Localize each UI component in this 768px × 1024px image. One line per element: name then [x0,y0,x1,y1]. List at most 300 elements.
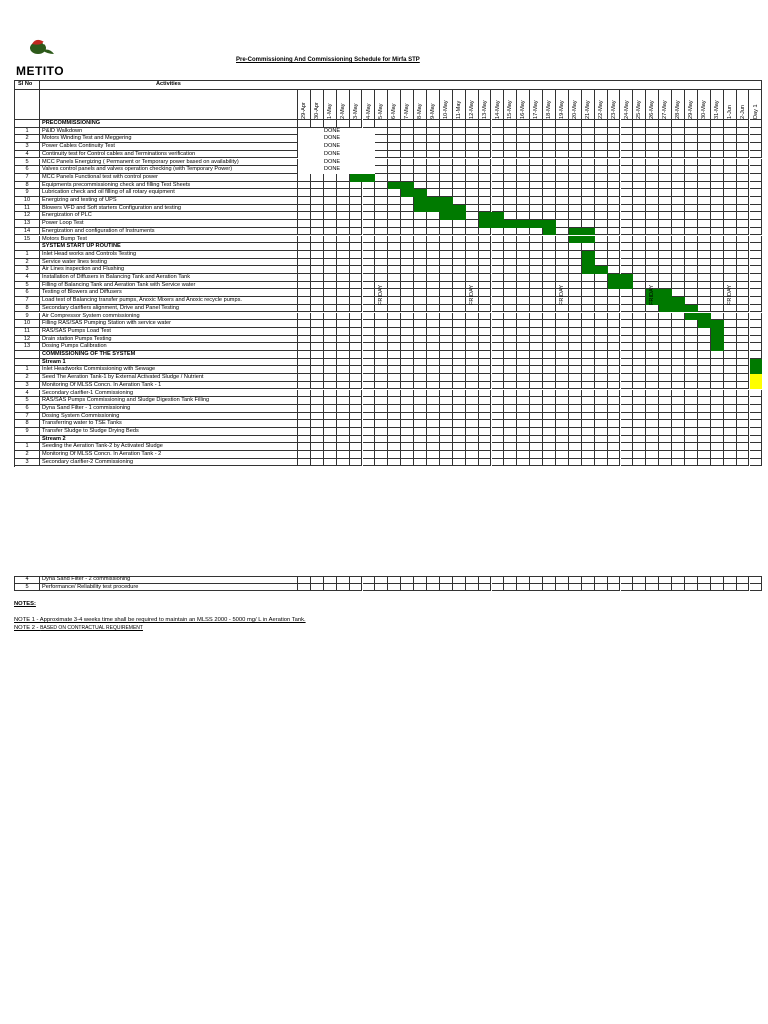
date-cell [311,205,324,213]
date-cell [659,405,672,413]
activity-name: Energizing and testing of UPS [42,197,117,203]
date-cell [595,397,608,405]
date-cell [582,359,595,367]
date-cell [685,228,698,236]
date-cell [479,584,492,592]
date-cell [427,459,440,467]
date-cell [492,336,505,344]
date-cell [724,205,737,213]
date-cell [311,351,324,359]
date-cell [685,266,698,274]
date-cell [750,390,763,398]
date-cell [556,382,569,390]
date-cell [543,397,556,405]
date-cell [569,413,582,421]
date-cell [414,420,427,428]
date-header-label: 26-May [649,100,656,119]
date-cell [517,128,530,136]
activity-name: Dyna Sand Filter - 1 commissioning [42,404,131,411]
date-cell [582,584,595,592]
date-cell [453,576,466,584]
date-cell [646,174,659,182]
date-cell [711,359,724,367]
date-cell [543,305,556,313]
date-cell [530,266,543,274]
date-cell [543,297,556,305]
date-cell [492,313,505,321]
date-cell [646,428,659,436]
date-cell [750,212,763,220]
date-cell [492,374,505,382]
date-cell [453,382,466,390]
date-cell [621,405,634,413]
date-cell [556,128,569,136]
date-cell [724,128,737,136]
date-cell [750,413,763,421]
date-cell [363,120,376,128]
date-cell [311,366,324,374]
date-cell [646,236,659,244]
date-cell [737,197,750,205]
date-cell [298,274,311,282]
date-cell [414,336,427,344]
date-cell [569,220,582,228]
date-cell [504,151,517,159]
date-cell [466,390,479,398]
date-cell [569,182,582,190]
date-cell [530,243,543,251]
row-sl-number: 12 [23,335,31,342]
date-cell [633,220,646,228]
date-cell [556,443,569,451]
date-cell [504,274,517,282]
date-cell [621,266,634,274]
date-cell [311,266,324,274]
date-cell [388,328,401,336]
date-cell [621,443,634,451]
date-header-label: 29-May [688,100,694,119]
date-cell [556,459,569,467]
date-cell [453,189,466,197]
date-cell [453,274,466,282]
date-cell [646,228,659,236]
date-cell [646,197,659,205]
date-cell [517,459,530,467]
date-cell [556,584,569,592]
date-cell [504,451,517,459]
done-status: DONE [324,135,341,142]
date-cell [427,584,440,592]
date-cell [504,166,517,174]
date-cell [363,189,376,197]
date-cell [350,576,363,584]
date-cell [646,182,659,190]
date-cell [608,197,621,205]
friday-label: FRIDAY [559,284,565,305]
date-header-label: 10-May [442,100,449,119]
date-cell [414,359,427,367]
date-cell [659,336,672,344]
date-cell [375,143,388,151]
date-cell [737,151,750,159]
date-cell [750,336,763,344]
date-cell [375,336,388,344]
date-cell [685,182,698,190]
activity-name: P&ID Walkdown [42,127,83,134]
date-cell [517,374,530,382]
date-cell [375,351,388,359]
date-cell [350,289,363,297]
date-cell [401,251,414,259]
date-cell [569,428,582,436]
date-cell [440,428,453,436]
date-cell [621,436,634,444]
date-cell [414,305,427,313]
date-cell [414,405,427,413]
date-cell [569,343,582,351]
date-cell [453,320,466,328]
date-cell [427,220,440,228]
date-cell [543,320,556,328]
date-cell [414,436,427,444]
date-header-label: 5-May [378,103,385,119]
date-cell [672,320,685,328]
date-cell [453,405,466,413]
date-cell [337,428,350,436]
date-cell [659,205,672,213]
date-cell [311,120,324,128]
date-cell [698,259,711,267]
date-cell [492,382,505,390]
date-cell [517,212,530,220]
date-cell [633,297,646,305]
date-cell [582,366,595,374]
date-cell [466,128,479,136]
date-cell [401,274,414,282]
date-cell [633,459,646,467]
date-cell [672,451,685,459]
date-cell [659,120,672,128]
date-cell [324,413,337,421]
date-cell [556,135,569,143]
date-cell [388,143,401,151]
date-cell [672,274,685,282]
date-cell [569,443,582,451]
date-cell [659,135,672,143]
date-header-label: 28-May [675,100,682,119]
date-cell [375,443,388,451]
date-cell [517,420,530,428]
date-cell [724,212,737,220]
date-cell [659,459,672,467]
header-act-blank [40,90,298,120]
date-cell [698,397,711,405]
date-cell [388,428,401,436]
date-cell [504,289,517,297]
date-cell [621,336,634,344]
gantt-bar [711,328,724,336]
date-cell [621,576,634,584]
date-cell [595,128,608,136]
date-cell [401,320,414,328]
date-cell [350,420,363,428]
date-cell [608,451,621,459]
date-cell [711,366,724,374]
date-cell [698,366,711,374]
date-cell [672,143,685,151]
date-cell [298,420,311,428]
date-cell [479,174,492,182]
date-cell [414,413,427,421]
date-cell [311,189,324,197]
date-cell [646,413,659,421]
date-cell [582,328,595,336]
date-cell [621,390,634,398]
date-cell [633,205,646,213]
date-cell [569,189,582,197]
date-cell [363,197,376,205]
date-cell [492,282,505,290]
date-cell [427,297,440,305]
row-sl-number: 2 [25,374,29,381]
activity-name: Load test of Balancing transfer pumps, Anoxic Mixers and Anoxic recycle pumps. [42,297,242,304]
date-cell [350,320,363,328]
date-cell [337,451,350,459]
date-cell [737,159,750,167]
date-cell [388,374,401,382]
date-cell [388,282,401,290]
date-cell [595,243,608,251]
activity-name: Energization of PLC [42,212,92,219]
date-cell [492,259,505,267]
header-sl-label: Sl No [18,81,33,87]
date-cell [698,576,711,584]
date-cell [311,576,324,584]
activity-name: Dosing System Commissioning [42,412,120,419]
date-cell [324,251,337,259]
date-cell [595,297,608,305]
date-cell [556,174,569,182]
date-cell [414,151,427,159]
date-cell [401,259,414,267]
date-cell [530,120,543,128]
date-cell [363,259,376,267]
date-cell [724,413,737,421]
date-cell [337,390,350,398]
date-cell [582,274,595,282]
date-cell [621,159,634,167]
date-cell [582,174,595,182]
date-cell [595,413,608,421]
date-cell [298,397,311,405]
date-cell [711,584,724,592]
date-cell [324,220,337,228]
date-cell [504,405,517,413]
highlight-cell [750,374,763,382]
date-cell [492,305,505,313]
date-cell [298,343,311,351]
date-cell [324,189,337,197]
date-cell [311,212,324,220]
date-cell [504,420,517,428]
date-cell [375,366,388,374]
date-cell [363,228,376,236]
date-header-label: 20-May [571,100,578,119]
date-cell [621,374,634,382]
date-cell [311,343,324,351]
date-cell [337,212,350,220]
date-cell [698,351,711,359]
date-cell [363,359,376,367]
date-cell [633,397,646,405]
date-cell [582,374,595,382]
date-cell [414,584,427,592]
date-cell [427,228,440,236]
date-cell [595,420,608,428]
done-status: DONE [324,143,341,150]
date-header-label: 14-May [494,100,501,119]
date-cell [685,413,698,421]
date-cell [685,236,698,244]
activity-name: Installation of Diffusers in Balancing Tank and Aeration Tank [42,274,191,280]
date-cell [517,343,530,351]
date-cell [311,359,324,367]
date-cell [711,436,724,444]
date-cell [750,420,763,428]
date-cell [427,305,440,313]
date-cell [608,305,621,313]
date-cell [685,584,698,592]
date-cell [466,451,479,459]
date-cell [711,212,724,220]
date-cell [633,135,646,143]
date-cell [440,174,453,182]
date-cell [698,174,711,182]
date-cell [621,328,634,336]
date-cell [646,251,659,259]
date-cell [569,584,582,592]
date-cell [698,413,711,421]
date-cell [646,212,659,220]
date-cell [492,197,505,205]
date-header-label: 4-May [365,103,372,119]
date-cell [711,120,724,128]
date-cell [492,243,505,251]
date-cell [298,436,311,444]
date-cell [659,266,672,274]
date-cell [659,174,672,182]
date-cell [646,359,659,367]
date-cell [659,420,672,428]
date-cell [492,266,505,274]
date-cell [466,243,479,251]
date-cell [388,189,401,197]
date-cell [646,420,659,428]
date-cell [337,274,350,282]
row-sl-number: 10 [23,197,31,203]
date-cell [440,451,453,459]
date-cell [737,584,750,592]
date-cell [492,151,505,159]
date-cell [672,197,685,205]
date-cell [737,436,750,444]
date-cell [427,397,440,405]
date-cell [569,420,582,428]
friday-label: FRIDAY [726,284,733,305]
date-cell [350,228,363,236]
date-cell [414,459,427,467]
date-cell [698,584,711,592]
date-cell [363,382,376,390]
date-cell [337,174,350,182]
date-cell [440,320,453,328]
date-cell [530,159,543,167]
date-cell [440,189,453,197]
date-cell [298,374,311,382]
date-cell [466,166,479,174]
date-cell [569,159,582,167]
date-cell [388,336,401,344]
date-cell [311,220,324,228]
date-cell [685,289,698,297]
date-cell [621,397,634,405]
date-header-label: 8-May [417,103,424,119]
date-cell [724,584,737,592]
date-cell [375,212,388,220]
date-header-label: 27-May [662,100,669,119]
date-cell [646,143,659,151]
date-cell [621,584,634,592]
date-cell [633,282,646,290]
row-sl-number: 7 [25,173,29,180]
date-cell [569,328,582,336]
date-cell [298,328,311,336]
date-cell [659,390,672,398]
date-cell [582,443,595,451]
date-cell [466,405,479,413]
date-cell [556,305,569,313]
date-cell [388,197,401,205]
date-cell [363,351,376,359]
date-cell [466,189,479,197]
date-cell [556,343,569,351]
date-cell [504,397,517,405]
date-cell [388,236,401,244]
date-cell [595,382,608,390]
activity-name: Monitoring Of MLSS Concn. In Aeration Tank - 2 [42,451,162,458]
date-cell [298,297,311,305]
date-cell [530,128,543,136]
date-cell [750,266,763,274]
activity-name: Dosing Pumps Calibration [42,343,107,350]
date-cell [401,336,414,344]
date-cell [530,289,543,297]
sl-cell [14,436,40,444]
date-cell [466,428,479,436]
date-cell [543,143,556,151]
date-cell [750,166,763,174]
date-cell [582,405,595,413]
date-cell [350,259,363,267]
date-cell [388,151,401,159]
date-cell [543,174,556,182]
date-cell [595,166,608,174]
date-cell [556,243,569,251]
date-cell [479,428,492,436]
date-cell [504,359,517,367]
date-cell [569,205,582,213]
date-cell [363,420,376,428]
